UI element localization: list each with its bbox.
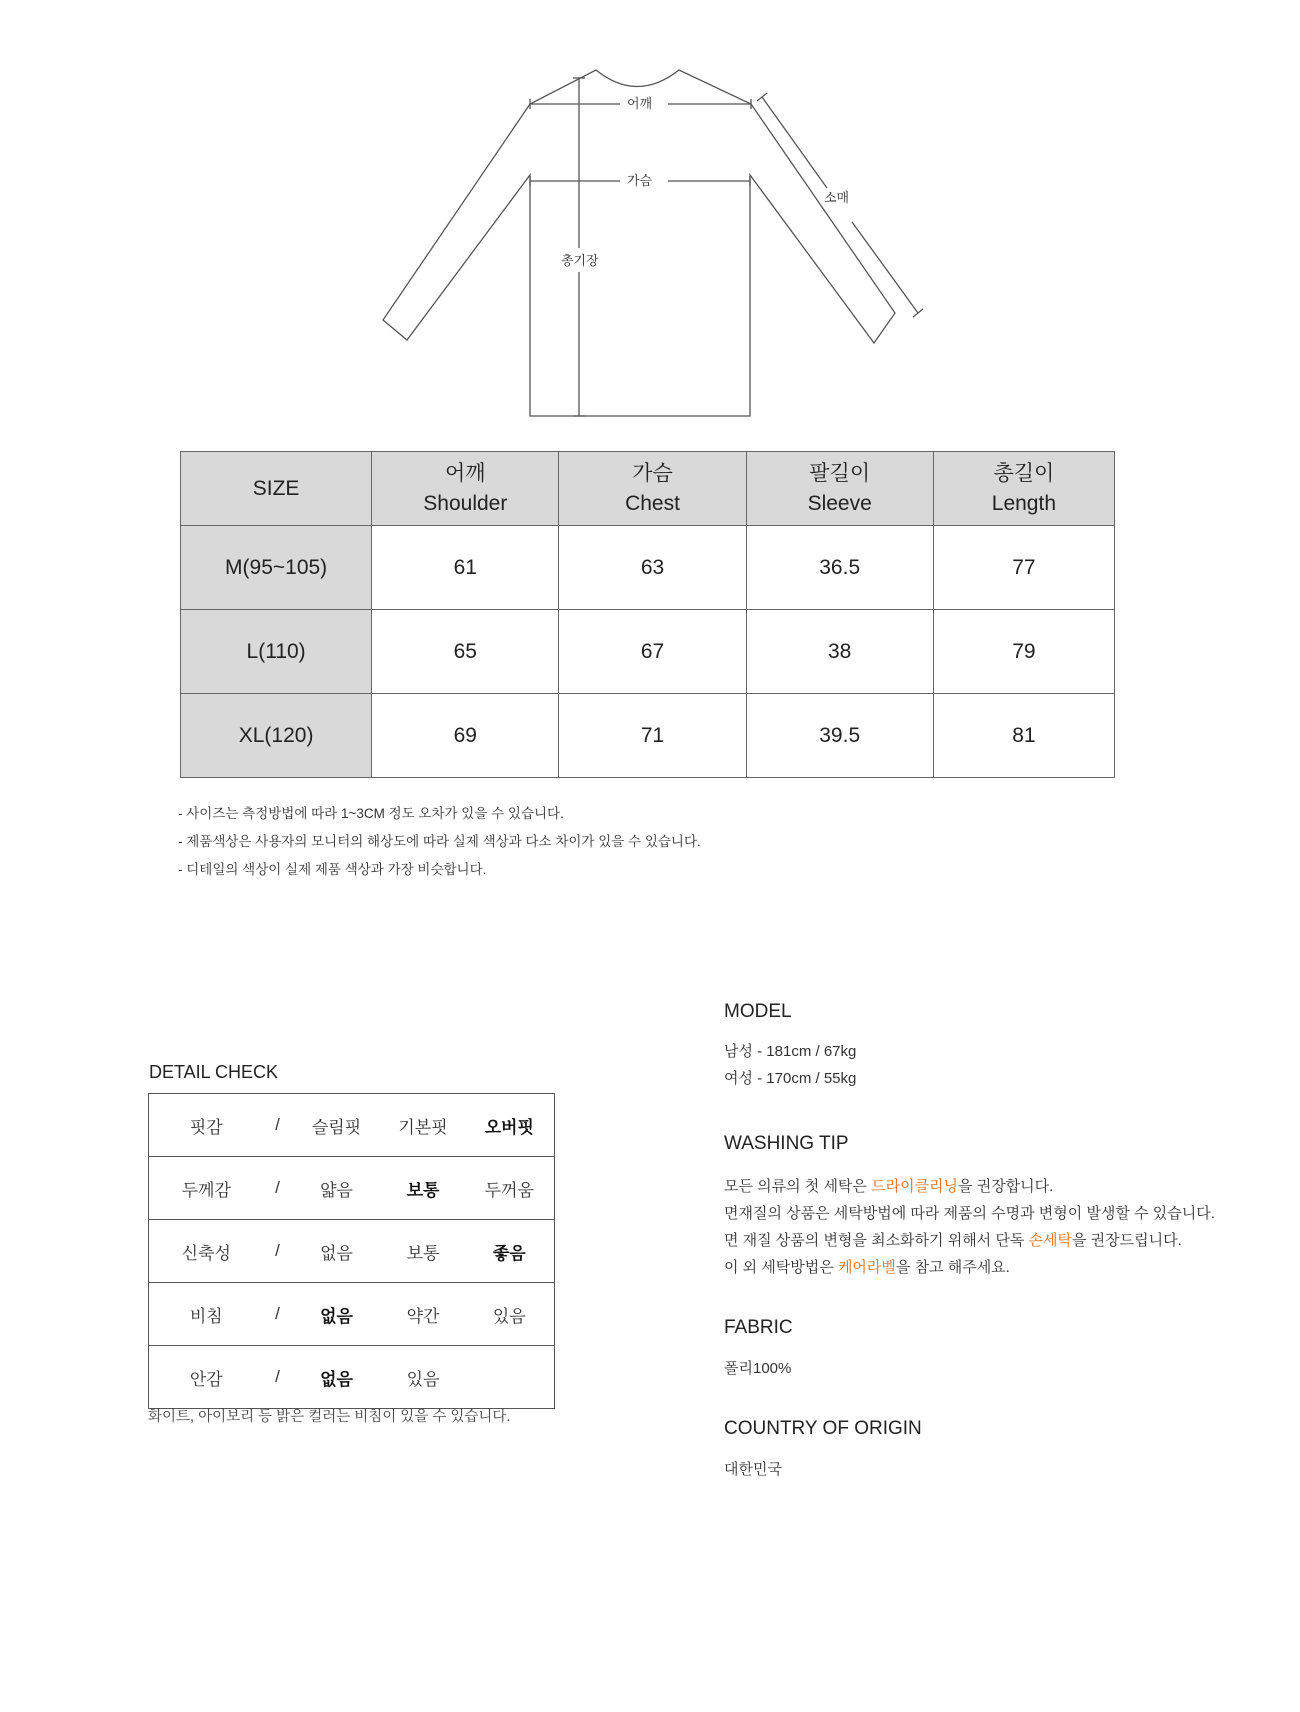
header-sleeve: 팔길이 Sleeve	[746, 452, 933, 526]
detail-check-note: 화이트, 아이보리 등 밝은 컬러는 비침이 있을 수 있습니다.	[148, 1409, 511, 1425]
diagram-label-shoulder: 어깨	[627, 97, 653, 112]
size-cell: L(110)	[181, 610, 372, 694]
detail-option-selected: 오버핏	[465, 1094, 555, 1157]
length-cell: 79	[933, 610, 1114, 694]
detail-label: 핏감	[149, 1094, 264, 1157]
fabric-title: FABRIC	[724, 1317, 793, 1338]
washing-line: 면 재질 상품의 변형을 최소화하기 위해서 단독 손세탁을 권장드립니다.	[724, 1232, 1182, 1249]
detail-option-selected: 없음	[320, 1369, 353, 1389]
diagram-label-chest: 가슴	[627, 174, 653, 189]
chest-cell: 63	[559, 526, 746, 610]
size-cell: XL(120)	[181, 694, 372, 778]
size-table-header-row	[181, 452, 1115, 526]
size-cell: M(95~105)	[181, 526, 372, 610]
origin-info	[724, 1456, 782, 1483]
detail-check-table	[148, 1093, 555, 1409]
detail-option-selected: 보통	[382, 1157, 465, 1220]
highlight-hand-wash: 손세탁	[1028, 1232, 1072, 1249]
model-line: 남성 - 181cm / 67kg	[724, 1043, 857, 1060]
header-length: 총길이 Length	[933, 452, 1114, 526]
diagram-label-length: 총기장	[561, 254, 599, 269]
header-chest: 가슴 Chest	[559, 452, 746, 526]
detail-option: 보통	[382, 1220, 465, 1283]
detail-separator: /	[264, 1157, 292, 1220]
sleeve-cell: 39.5	[746, 694, 933, 778]
detail-row-thickness	[149, 1157, 555, 1220]
detail-option-selected: 좋음	[465, 1220, 555, 1283]
detail-row-sheerness	[149, 1283, 555, 1346]
detail-option: 약간	[382, 1283, 465, 1346]
length-cell: 81	[933, 694, 1114, 778]
washing-title: WASHING TIP	[724, 1133, 849, 1154]
detail-row-lining	[149, 1346, 555, 1409]
model-line: 여성 - 170cm / 55kg	[724, 1070, 857, 1087]
detail-label: 비침	[149, 1283, 264, 1346]
washing-line: 면재질의 상품은 세탁방법에 따라 제품의 수명과 변형이 발생할 수 있습니다.	[724, 1205, 1215, 1222]
header-size: SIZE	[181, 452, 372, 526]
highlight-dry-cleaning: 드라이클리닝	[871, 1178, 959, 1195]
size-note: - 디테일의 색상이 실제 제품 색상과 가장 비슷합니다.	[178, 862, 487, 877]
sleeve-cell: 36.5	[746, 526, 933, 610]
sleeve-cell: 38	[746, 610, 933, 694]
header-shoulder: 어깨 Shoulder	[372, 452, 559, 526]
detail-option-selected: 없음	[292, 1283, 382, 1346]
detail-option: 없음	[292, 1220, 382, 1283]
detail-row-fit	[149, 1094, 555, 1157]
detail-option: 있음	[406, 1369, 440, 1389]
size-notes	[178, 800, 701, 884]
washing-info	[724, 1173, 1215, 1281]
detail-label: 두께감	[149, 1157, 264, 1220]
shoulder-cell: 65	[372, 610, 559, 694]
detail-option: 기본핏	[382, 1094, 465, 1157]
detail-option: 두꺼움	[465, 1157, 555, 1220]
garment-outline	[383, 70, 895, 416]
size-table	[180, 451, 1115, 778]
size-note: - 사이즈는 측정방법에 따라 1~3CM 정도 오차가 있을 수 있습니다.	[178, 806, 564, 821]
table-row	[181, 694, 1115, 778]
origin-title: COUNTRY OF ORIGIN	[724, 1418, 922, 1439]
detail-label: 안감	[189, 1369, 223, 1389]
detail-separator: /	[264, 1094, 292, 1157]
highlight-care-label: 케어라벨	[837, 1259, 896, 1276]
chest-cell: 67	[559, 610, 746, 694]
length-cell: 77	[933, 526, 1114, 610]
detail-separator: /	[275, 1367, 280, 1386]
detail-option: 있음	[465, 1283, 555, 1346]
detail-option: 슬림핏	[292, 1094, 382, 1157]
garment-measurement-diagram	[0, 0, 1300, 440]
detail-row-stretch	[149, 1220, 555, 1283]
washing-line: 이 외 세탁방법은 케어라벨을 참고 해주세요.	[724, 1259, 1010, 1276]
detail-label: 신축성	[149, 1220, 264, 1283]
shoulder-cell: 69	[372, 694, 559, 778]
model-title: MODEL	[724, 1001, 792, 1022]
detail-option	[465, 1346, 555, 1409]
shoulder-cell: 61	[372, 526, 559, 610]
detail-separator: /	[264, 1283, 292, 1346]
table-row	[181, 610, 1115, 694]
detail-check-title: DETAIL CHECK	[149, 1062, 279, 1082]
diagram-label-sleeve: 소매	[824, 191, 850, 206]
detail-separator: /	[264, 1220, 292, 1283]
size-note: - 제품색상은 사용자의 모니터의 해상도에 따라 실제 색상과 다소 차이가 있을 수 있습니다.	[178, 834, 701, 849]
fabric-info	[724, 1355, 791, 1382]
fabric-value: 폴리100%	[724, 1360, 792, 1377]
origin-value: 대한민국	[724, 1461, 782, 1478]
model-info	[724, 1038, 856, 1092]
detail-option: 얇음	[292, 1157, 382, 1220]
table-row	[181, 526, 1115, 610]
washing-line: 모든 의류의 첫 세탁은 드라이클리닝을 권장합니다.	[724, 1178, 1054, 1195]
chest-cell: 71	[559, 694, 746, 778]
